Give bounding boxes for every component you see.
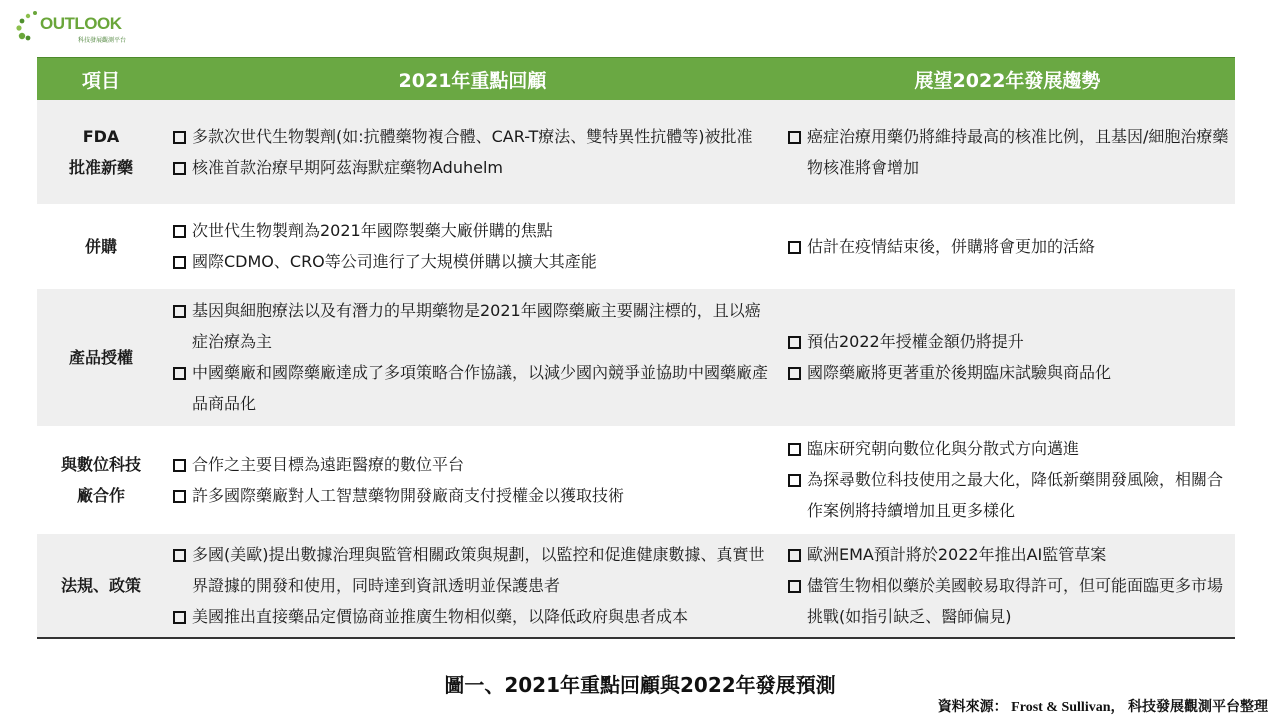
checkbox-bullet-icon	[788, 241, 801, 254]
row-item-label	[37, 205, 165, 287]
review-cell	[165, 205, 780, 287]
review-cell	[165, 287, 780, 427]
bullet-text: 估計在疫情結束後，併購將會更加的活絡	[807, 236, 1096, 256]
row-item-line: 產品授權	[68, 347, 133, 367]
bullet-text: 中國藥廠和國際藥廠達成了多項策略合作協議，以減少國內競爭並協助中國藥廠產品商品化	[192, 363, 769, 413]
checkbox-bullet-icon	[788, 580, 801, 593]
bullet-point	[171, 480, 774, 511]
bullet-point	[786, 433, 1229, 464]
bullet-point	[171, 246, 774, 277]
bullet-text: 多國(美歐)提出數據治理與監管相關政策與規劃，以監控和促進健康數據、真實世界證據的開發和使用，同時達到資訊透明並保護患者	[192, 544, 765, 595]
review-cell	[165, 100, 780, 205]
bullet-text: 癌症治療用藥仍將維持最高的核准比例，且基因/細胞治療藥物核准將會增加	[807, 126, 1229, 177]
bullet-point	[786, 464, 1229, 526]
checkbox-bullet-icon	[173, 611, 186, 624]
checkbox-bullet-icon	[173, 162, 186, 175]
row-item-label	[37, 287, 165, 427]
logo-subtitle: 科技發展觀測平台	[78, 37, 127, 44]
bullet-text: 預估2022年授權金額仍將提升	[807, 332, 1024, 351]
checkbox-bullet-icon	[173, 305, 186, 318]
bullet-text: 許多國際藥廠對人工智慧藥物開發廠商支付授權金以獲取技術	[192, 485, 625, 505]
bullet-point	[786, 570, 1229, 632]
bullet-text: 國際CDMO、CRO等公司進行了大規模併購以擴大其產能	[192, 252, 597, 271]
row-item-line: 與數位科技	[60, 454, 141, 474]
outlook-logo	[14, 6, 134, 46]
checkbox-bullet-icon	[788, 443, 801, 456]
bullet-text: 歐洲EMA預計將於2022年推出AI監管草案	[807, 544, 1107, 564]
outlook-cell	[780, 100, 1235, 205]
row-item-line: 法規、政策	[60, 575, 141, 595]
bullet-text: 美國推出直接藥品定價協商並推廣生物相似藥，以降低政府與患者成本	[192, 606, 689, 626]
checkbox-bullet-icon	[788, 131, 801, 144]
checkbox-bullet-icon	[173, 549, 186, 562]
bullet-point	[786, 121, 1229, 183]
bullet-text: 國際藥廠將更著重於後期臨床試驗與商品化	[807, 363, 1112, 382]
checkbox-bullet-icon	[788, 367, 801, 380]
row-item-label	[37, 532, 165, 638]
bullet-point	[171, 295, 774, 357]
bullet-point	[171, 152, 774, 183]
bullet-text: 為探尋數位科技使用之最大化，降低新藥開發風險，相關合作案例將持續增加且更多樣化	[807, 470, 1224, 520]
row-item-line: 併購	[84, 236, 117, 256]
bullet-point	[786, 231, 1229, 262]
checkbox-bullet-icon	[788, 549, 801, 562]
checkbox-bullet-icon	[173, 490, 186, 503]
header-review-2021: 2021年重點回顧	[165, 58, 780, 101]
row-item-label	[37, 427, 165, 532]
header-item: 項目	[37, 58, 165, 101]
logo-wordmark: OUTLOOK	[40, 14, 122, 33]
table-row	[37, 100, 1235, 205]
header-outlook-2022: 展望2022年發展趨勢	[780, 58, 1235, 101]
bullet-text: 臨床研究朝向數位化與分散式方向邁進	[807, 439, 1080, 458]
bullet-text: 基因與細胞療法以及有潛力的早期藥物是2021年國際藥廠主要關注標的，且以癌症治療為主	[192, 301, 761, 351]
table-header-row	[37, 58, 1235, 101]
bullet-point	[786, 357, 1229, 388]
figure-caption: 圖一、2021年重點回顧與2022年發展預測	[444, 673, 836, 697]
checkbox-bullet-icon	[173, 131, 186, 144]
table-row	[37, 287, 1235, 427]
bullet-point	[786, 539, 1229, 570]
checkbox-bullet-icon	[788, 474, 801, 487]
bullet-point	[171, 121, 774, 152]
bullet-text: 核准首款治療早期阿茲海默症藥物Aduhelm	[192, 157, 503, 177]
row-item-line: 廠合作	[76, 485, 125, 505]
bullet-point	[171, 215, 774, 246]
row-item-label	[37, 100, 165, 205]
table-row	[37, 427, 1235, 532]
source-note: 資料來源： Frost & Sullivan， 科技發展觀測平台整理	[937, 700, 1268, 715]
checkbox-bullet-icon	[173, 459, 186, 472]
bullet-text: 多款次世代生物製劑(如:抗體藥物複合體、CAR-T療法、雙特異性抗體等)被批准	[192, 126, 753, 146]
checkbox-bullet-icon	[173, 225, 186, 238]
review-outlook-table	[37, 57, 1235, 639]
row-item-line: FDA	[82, 126, 120, 146]
outlook-cell	[780, 427, 1235, 532]
bullet-point	[171, 539, 774, 601]
bullet-point	[786, 326, 1229, 357]
table-row	[37, 532, 1235, 638]
row-item-line: 批准新藥	[68, 157, 133, 177]
review-cell	[165, 532, 780, 638]
outlook-cell	[780, 205, 1235, 287]
bullet-text: 次世代生物製劑為2021年國際製藥大廠併購的焦點	[192, 221, 553, 240]
checkbox-bullet-icon	[173, 367, 186, 380]
outlook-cell	[780, 287, 1235, 427]
bullet-point	[171, 449, 774, 480]
checkbox-bullet-icon	[173, 256, 186, 269]
bullet-text: 儘管生物相似藥於美國較易取得許可，但可能面臨更多市場挑戰(如指引缺乏、醫師偏見)	[807, 575, 1224, 626]
bullet-text: 合作之主要目標為遠距醫療的數位平台	[192, 454, 465, 474]
review-cell	[165, 427, 780, 532]
table-row	[37, 205, 1235, 287]
bullet-point	[171, 601, 774, 632]
outlook-cell	[780, 532, 1235, 638]
bullet-point	[171, 357, 774, 419]
checkbox-bullet-icon	[788, 336, 801, 349]
